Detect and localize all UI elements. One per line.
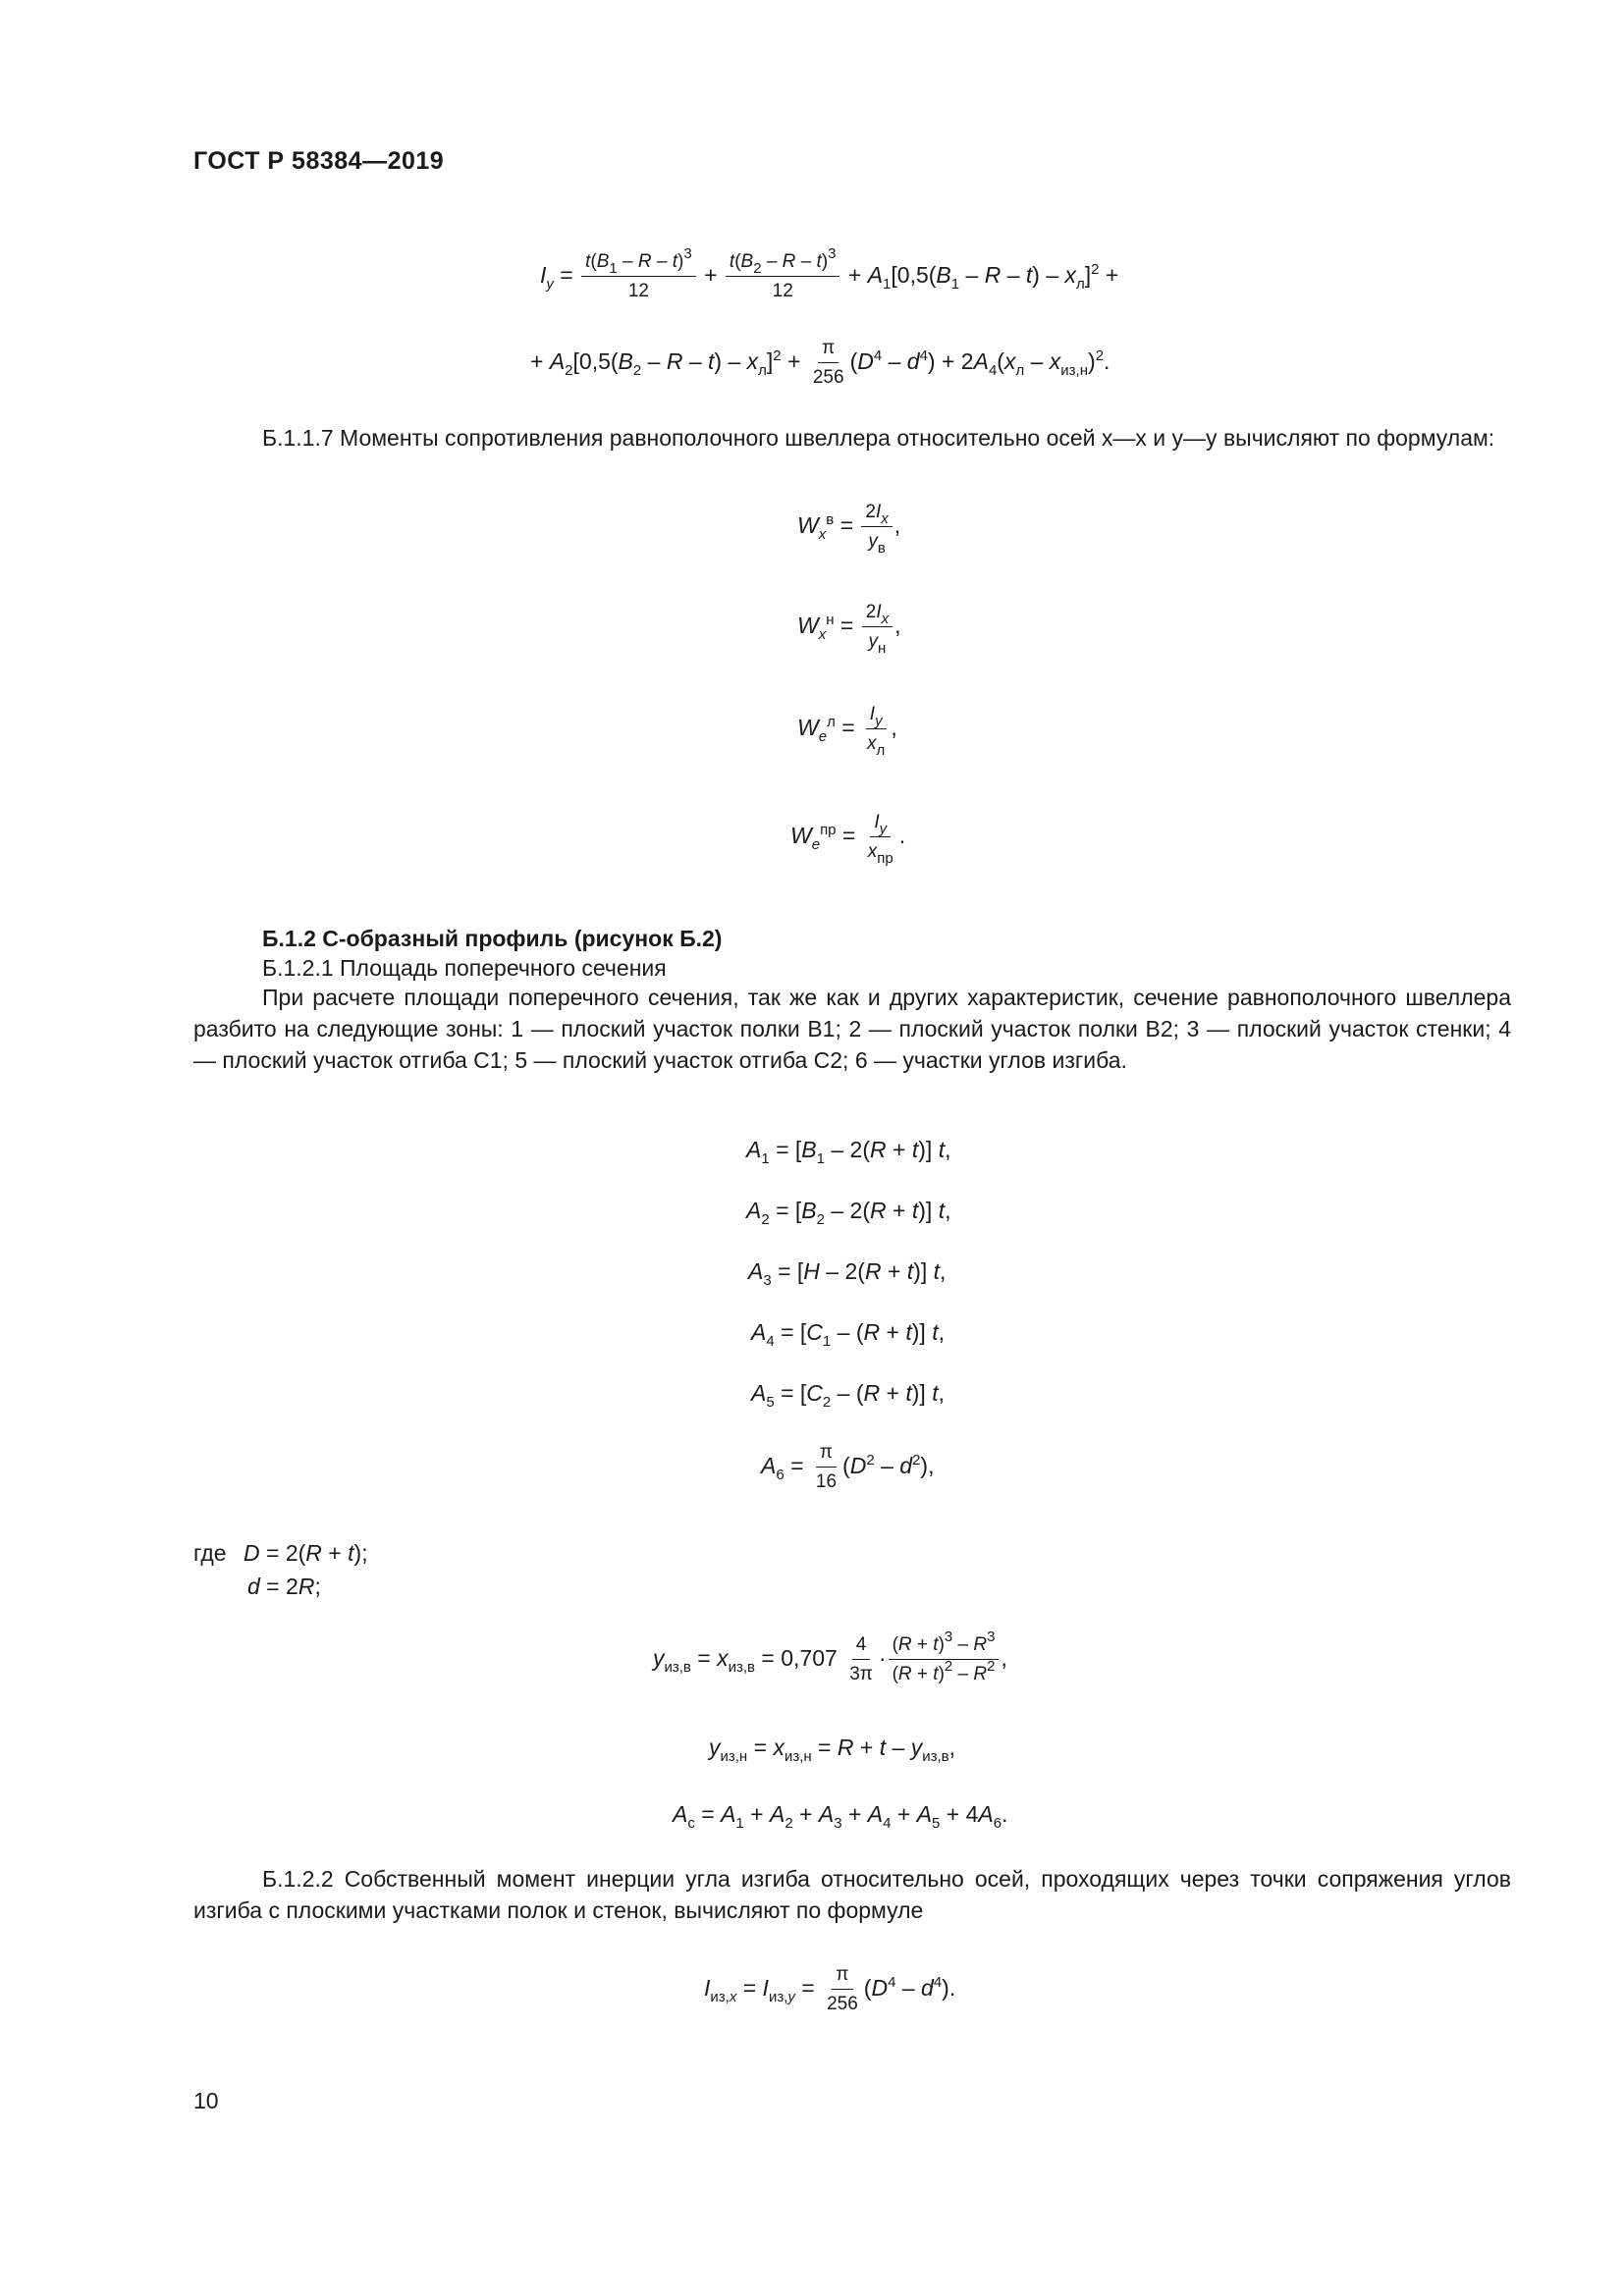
formula-wel: $W_e^л$ = $\frac{I_y}{x_л}$ , xyxy=(797,704,897,759)
formula-a5: $A_5 = [C_2 - (R + t)]$ t, xyxy=(751,1380,945,1411)
formula-a4: $A_4 = [C_1 - (R + t)]$ t, xyxy=(751,1319,945,1350)
formula-i-iz: $I_{из,x} = I_{из,y}$ = $\frac{\pi}{256}$ $(D^4 - d^4)$. xyxy=(704,1964,956,2014)
subsection-heading-b121: Б.1.2.1 Площадь поперечного сечения xyxy=(262,955,667,981)
paragraph-b121: При расчете площади поперечного сечения, так же как и других характеристик, сечение равнополочного швеллера разбито на следующие зоны: 1 — плоский участок полки B1; 2 — плоский участок полки B2; 3 — плоский участок стенки; 4 — плоский участок отгиба C1; 5 — плоский участок отгиба C2; 6 — участки углов изгиба. xyxy=(193,985,1511,1073)
where-label: где xyxy=(193,1540,227,1566)
formula-iy-line1: $I_y$ = $\frac{t(B_1 - R - t)^3}{12}$ + $\frac{t(B_2 - R - t)^3}{12}$ + $A_1[0,5(B_1$ – R – $t) - x_л]^2$ + xyxy=(540,245,1119,301)
section-heading-b12: Б.1.2 С-образный профиль (рисунок Б.2) xyxy=(262,926,723,951)
formula-a2: $A_2 = [B_2 - 2(R + t)]$ t, xyxy=(746,1198,951,1228)
formula-y-izn: $y_{из,н} = x_{из,н} = R + t - y_{из,в}$, xyxy=(709,1735,955,1765)
formula-wxv: $W_x^в$ = $\frac{2I_x}{y_в}$ , xyxy=(797,502,901,557)
page-number: 10 xyxy=(193,2088,219,2113)
formula-d-outer: D = 2(R + t); xyxy=(244,1540,368,1566)
formula-ac: $A_с = A_1 + A_2 + A_3 + A_4 + A_5 + 4A_6$. xyxy=(673,1801,1008,1832)
document-header: ГОСТ Р 58384—2019 xyxy=(193,147,445,175)
paragraph-b117: Б.1.1.7 Моменты сопротивления равнополочного швеллера относительно осей x—x и y—y вычисляют по формулам: xyxy=(262,425,1495,451)
formula-wepr: $W_e^{пр}$ = $\frac{I_y}{x_{пр}}$ . xyxy=(790,812,906,867)
formula-y-izv: $y_{из,в} = x_{из,в} = 0,707$ $\frac{4}{3\pi}$ · $\frac{(R + t)^3 - R^3}{(R + t)^2 - R^2}$ , xyxy=(653,1629,1007,1684)
formula-wxn: $W_x^н$ = $\frac{2I_x}{y_н}$ , xyxy=(797,602,901,657)
formula-a1: $A_1 = [B_1 - 2(R + t)]$ t, xyxy=(746,1137,951,1167)
formula-a6: $A_6$ = $\frac{\pi}{16}$ $(D^2 - d^2)$, xyxy=(761,1442,935,1492)
formula-iy-line2: + $A_2[0,5(B_2$ – R – $t) - x_л]^2$ + $\frac{\pi}{256}$ $(D^4 - d^4) + 2A_4(x_л - x_{из,н})^2$. xyxy=(530,338,1110,388)
formula-d-inner: d = 2R; xyxy=(247,1574,321,1599)
formula-a3: $A_3 = [H - 2(R + t)]$ t, xyxy=(748,1258,947,1289)
paragraph-b122: Б.1.2.2 Собственный момент инерции угла изгиба относительно осей, проходящих через точки сопряжения углов изгиба с плоскими участками полок и стенок, вычисляют по формуле xyxy=(193,1866,1511,1923)
